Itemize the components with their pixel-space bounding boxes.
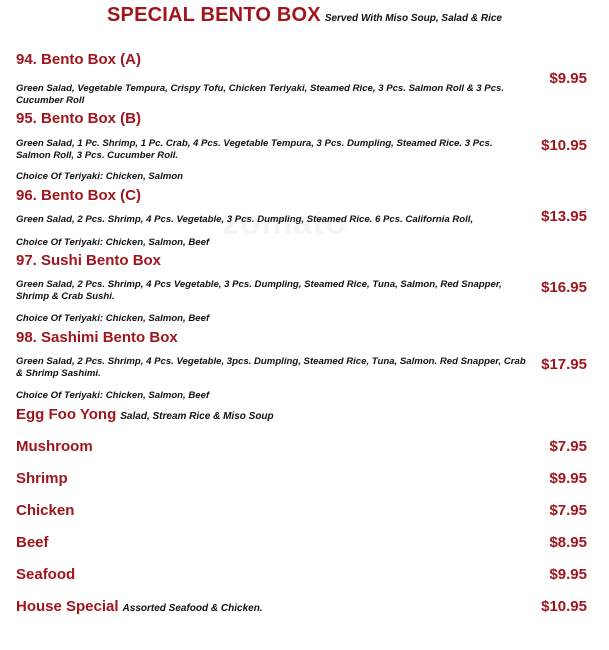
egg-foo-yong-shrimp-name: Shrimp (16, 470, 68, 487)
menu-item-95-price: $10.95 (541, 137, 587, 154)
menu-item-94-name: 94. Bento Box (A) (16, 51, 142, 68)
menu-item-96-description: Green Salad, 2 Pcs. Shrimp, 4 Pcs. Vegetable, 3 Pcs. Dumpling, Steamed Rice. 6 Pcs. California Roll, (16, 214, 474, 225)
egg-foo-yong-title: Egg Foo Yong (16, 406, 117, 423)
menu-item-94-description: Green Salad, Vegetable Tempura, Crispy Tofu, Chicken Teriyaki, Steamed Rice, 3 Pcs. Salmon Roll & 3 Pcs. Cucumber Roll (16, 83, 505, 107)
egg-foo-yong-beef-price: $8.95 (549, 534, 587, 551)
egg-foo-yong-mushroom-name: Mushroom (16, 438, 93, 455)
menu-item-96-name: 96. Bento Box (C) (16, 187, 142, 204)
egg-foo-yong-house-special (16, 598, 263, 615)
menu-item-95-description: Green Salad, 1 Pc. Shrimp, 1 Pc. Crab, 4 Pcs. Vegetable Tempura, 3 Pcs. Dumpling, Steamed Rice. 3 Pcs. Salmon Roll, 3 Pcs. Cucumber Roll. (16, 138, 493, 162)
egg-foo-yong-shrimp-price: $9.95 (549, 470, 587, 487)
menu-item-98-price: $17.95 (541, 356, 587, 373)
egg-foo-yong-seafood-name: Seafood (16, 566, 76, 583)
menu-item-95-choice: Choice Of Teriyaki: Chicken, Salmon (16, 171, 184, 182)
section-title: SPECIAL BENTO BOX (107, 4, 321, 26)
egg-foo-yong-beef-name: Beef (16, 534, 49, 551)
menu-item-97-description: Green Salad, 2 Pcs. Shrimp, 4 Pcs Vegetable, 3 Pcs. Dumpling, Steamed Rice, Tuna, Salmon, Red Snapper, Shrimp & Crab Sushi. (16, 279, 502, 303)
menu-item-97-price: $16.95 (541, 279, 587, 296)
menu-item-98-name: 98. Sashimi Bento Box (16, 329, 178, 346)
menu-item-98-description: Green Salad, 2 Pcs. Shrimp, 4 Pcs. Vegetable, 3pcs. Dumpling, Steamed Rice, Tuna, Salmon. Red Snapper, Crab & Shrimp Sashimi. (16, 356, 526, 380)
egg-foo-yong-seafood-price: $9.95 (549, 566, 587, 583)
egg-foo-yong-house-special-price: $10.95 (541, 598, 587, 615)
egg-foo-yong-house-special-name: House Special (16, 598, 119, 615)
menu-item-97-choice: Choice Of Teriyaki: Chicken, Salmon, Beef (16, 313, 210, 324)
egg-foo-yong-mushroom-price: $7.95 (549, 438, 587, 455)
egg-foo-yong-house-special-note: Assorted Seafood & Chicken. (122, 603, 263, 614)
menu-item-96-choice: Choice Of Teriyaki: Chicken, Salmon, Beef (16, 237, 210, 248)
menu-item-96-price: $13.95 (541, 208, 587, 225)
egg-foo-yong-chicken-name: Chicken (16, 502, 75, 519)
menu-item-94-price: $9.95 (549, 70, 587, 87)
menu-item-97-name: 97. Sushi Bento Box (16, 252, 162, 269)
page-title (0, 4, 609, 27)
menu-item-98-choice: Choice Of Teriyaki: Chicken, Salmon, Beef (16, 390, 210, 401)
menu-item-95-name: 95. Bento Box (B) (16, 110, 142, 127)
section-subtitle: Served With Miso Soup, Salad & Rice (324, 13, 502, 24)
egg-foo-yong-note: Salad, Stream Rice & Miso Soup (120, 411, 274, 422)
egg-foo-yong-chicken-price: $7.95 (549, 502, 587, 519)
egg-foo-yong-heading (16, 406, 274, 423)
